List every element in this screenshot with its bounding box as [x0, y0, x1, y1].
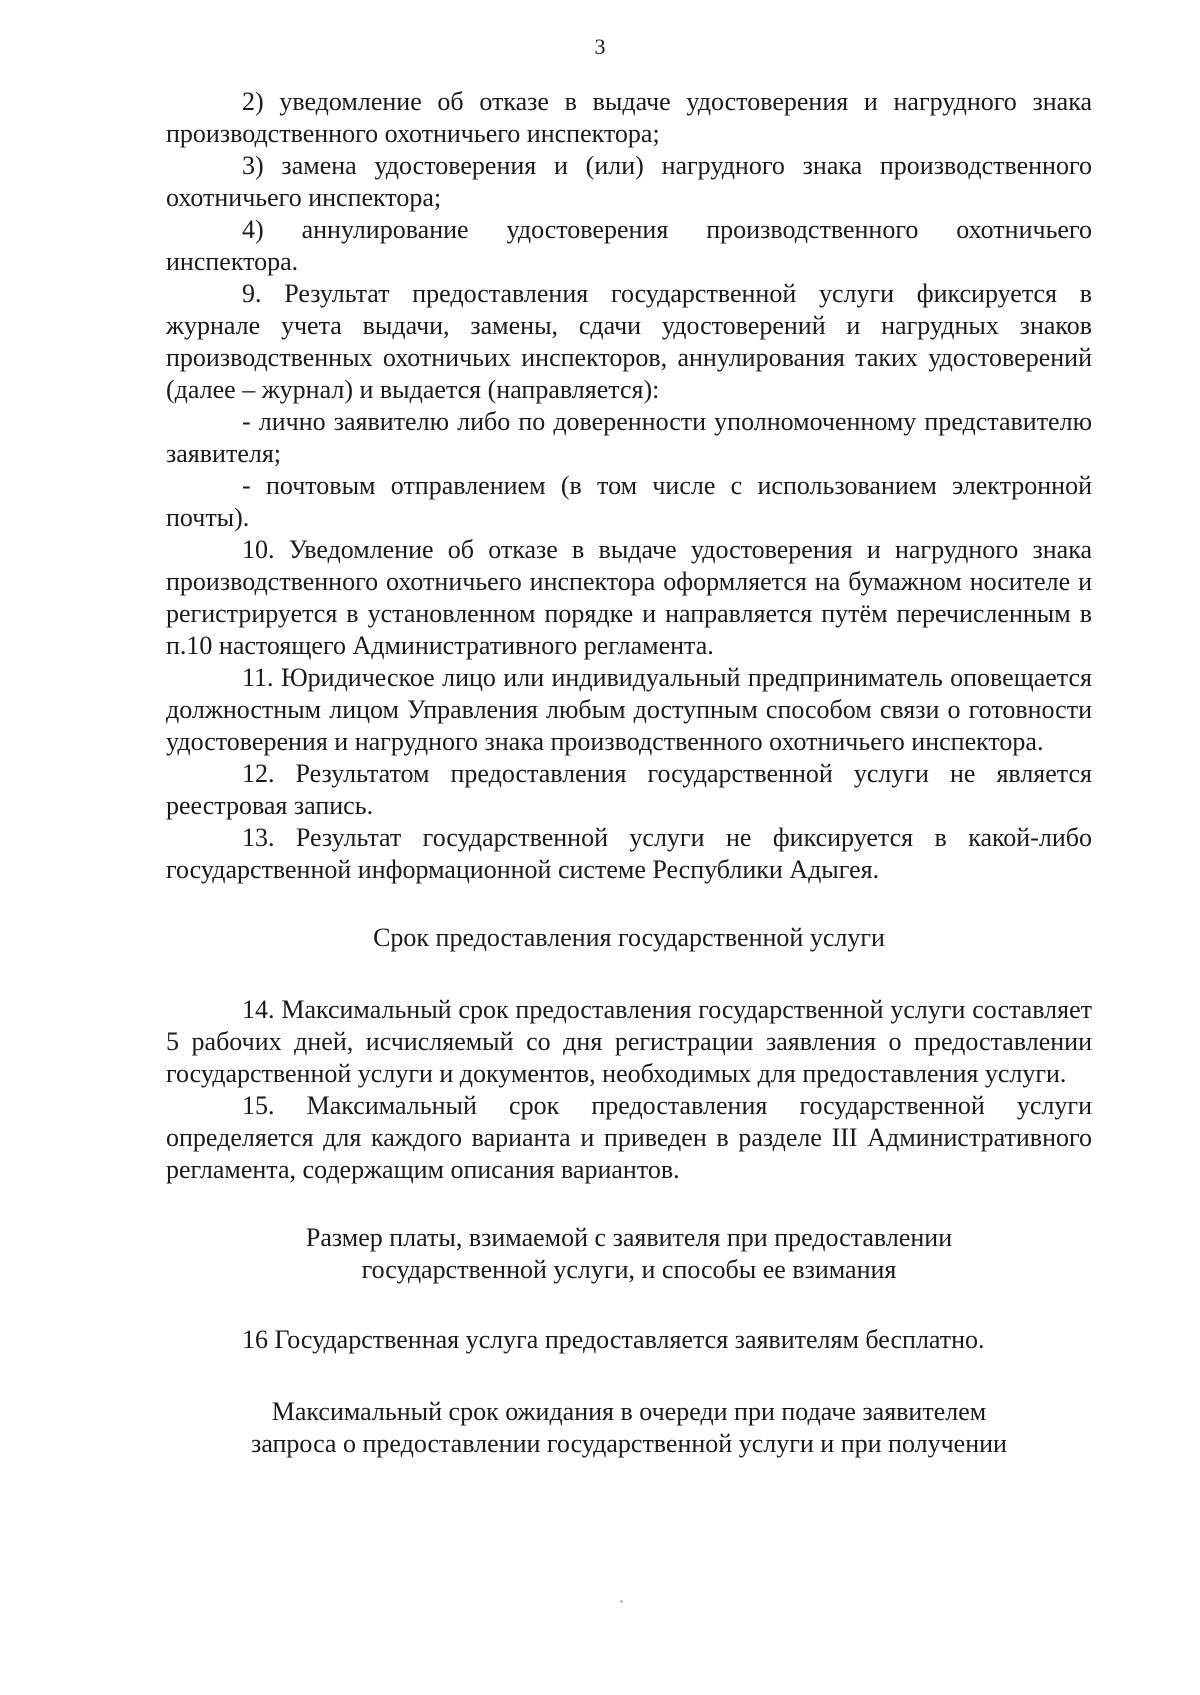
heading-queue-time [189, 1396, 1069, 1460]
paragraph-9-post: - почтовым отправлением (в том числе с использованием электронной почты). [166, 471, 1092, 532]
heading-queue-line-1: Максимальный срок ожидания в очереди при подаче заявителем [271, 1397, 987, 1426]
heading-fee [166, 1222, 1092, 1286]
scan-speck [620, 1600, 623, 1603]
paragraph-13: 13. Результат государственной услуги не фиксируется в какой-либо государственной информационной системе Республики Адыгея. [166, 823, 1092, 884]
heading-fee-line-2: государственной услуги, и способы ее взимания [361, 1255, 897, 1284]
paragraph-9: 9. Результат предоставления государственной услуги фиксируется в журнале учета выдачи, замены, сдачи удостоверений и нагрудных знаков производственных охотничьих инспекторов, аннулирования таких удостоверений (далее – журнал) и выдается (направляется): [166, 279, 1092, 404]
document-body [166, 86, 1092, 1460]
paragraph-16: 16 Государственная услуга предоставляется заявителям бесплатно. [242, 1325, 985, 1354]
heading-queue-line-2: запроса о предоставлении государственной услуги и при получении [251, 1429, 1007, 1458]
paragraph-2: 2) уведомление об отказе в выдаче удостоверения и нагрудного знака производственного охотничьего инспектора; [166, 87, 1092, 148]
paragraph-14: 14. Максимальный срок предоставления государственной услуги составляет 5 рабочих дней, исчисляемый со дня регистрации заявления о предоставлении государственной услуги и документов, необходимых для предоставления услуги. [166, 995, 1092, 1088]
page-number: 3 [594, 34, 606, 59]
paragraph-15: 15. Максимальный срок предоставления государственной услуги определяется для каждого варианта и приведен в разделе III Административного регламента, содержащим описания вариантов. [166, 1091, 1092, 1184]
paragraph-9-personally: - лично заявителю либо по доверенности уполномоченному представителю заявителя; [166, 407, 1092, 468]
paragraph-12: 12. Результатом предоставления государственной услуги не является реестровая запись. [166, 759, 1092, 820]
heading-fee-line-1: Размер платы, взимаемой с заявителя при предоставлении [305, 1223, 953, 1252]
paragraph-11: 11. Юридическое лицо или индивидуальный предприниматель оповещается должностным лицом Управления любым доступным способом связи о готовности удостоверения и нагрудного знака производственного охотничьего инспектора. [166, 663, 1092, 756]
paragraph-4: 4) аннулирование удостоверения производственного охотничьего инспектора. [166, 215, 1092, 276]
paragraph-10: 10. Уведомление об отказе в выдаче удостоверения и нагрудного знака производственного охотничьего инспектора оформляется на бумажном носителе и регистрируется в установленном порядке и направляется путём перечисленным в п.10 настоящего Административного регламента. [166, 535, 1092, 660]
paragraph-3: 3) замена удостоверения и (или) нагрудного знака производственного охотничьего инспектора; [166, 151, 1092, 212]
heading-service-term: Срок предоставления государственной услуги [373, 923, 885, 952]
